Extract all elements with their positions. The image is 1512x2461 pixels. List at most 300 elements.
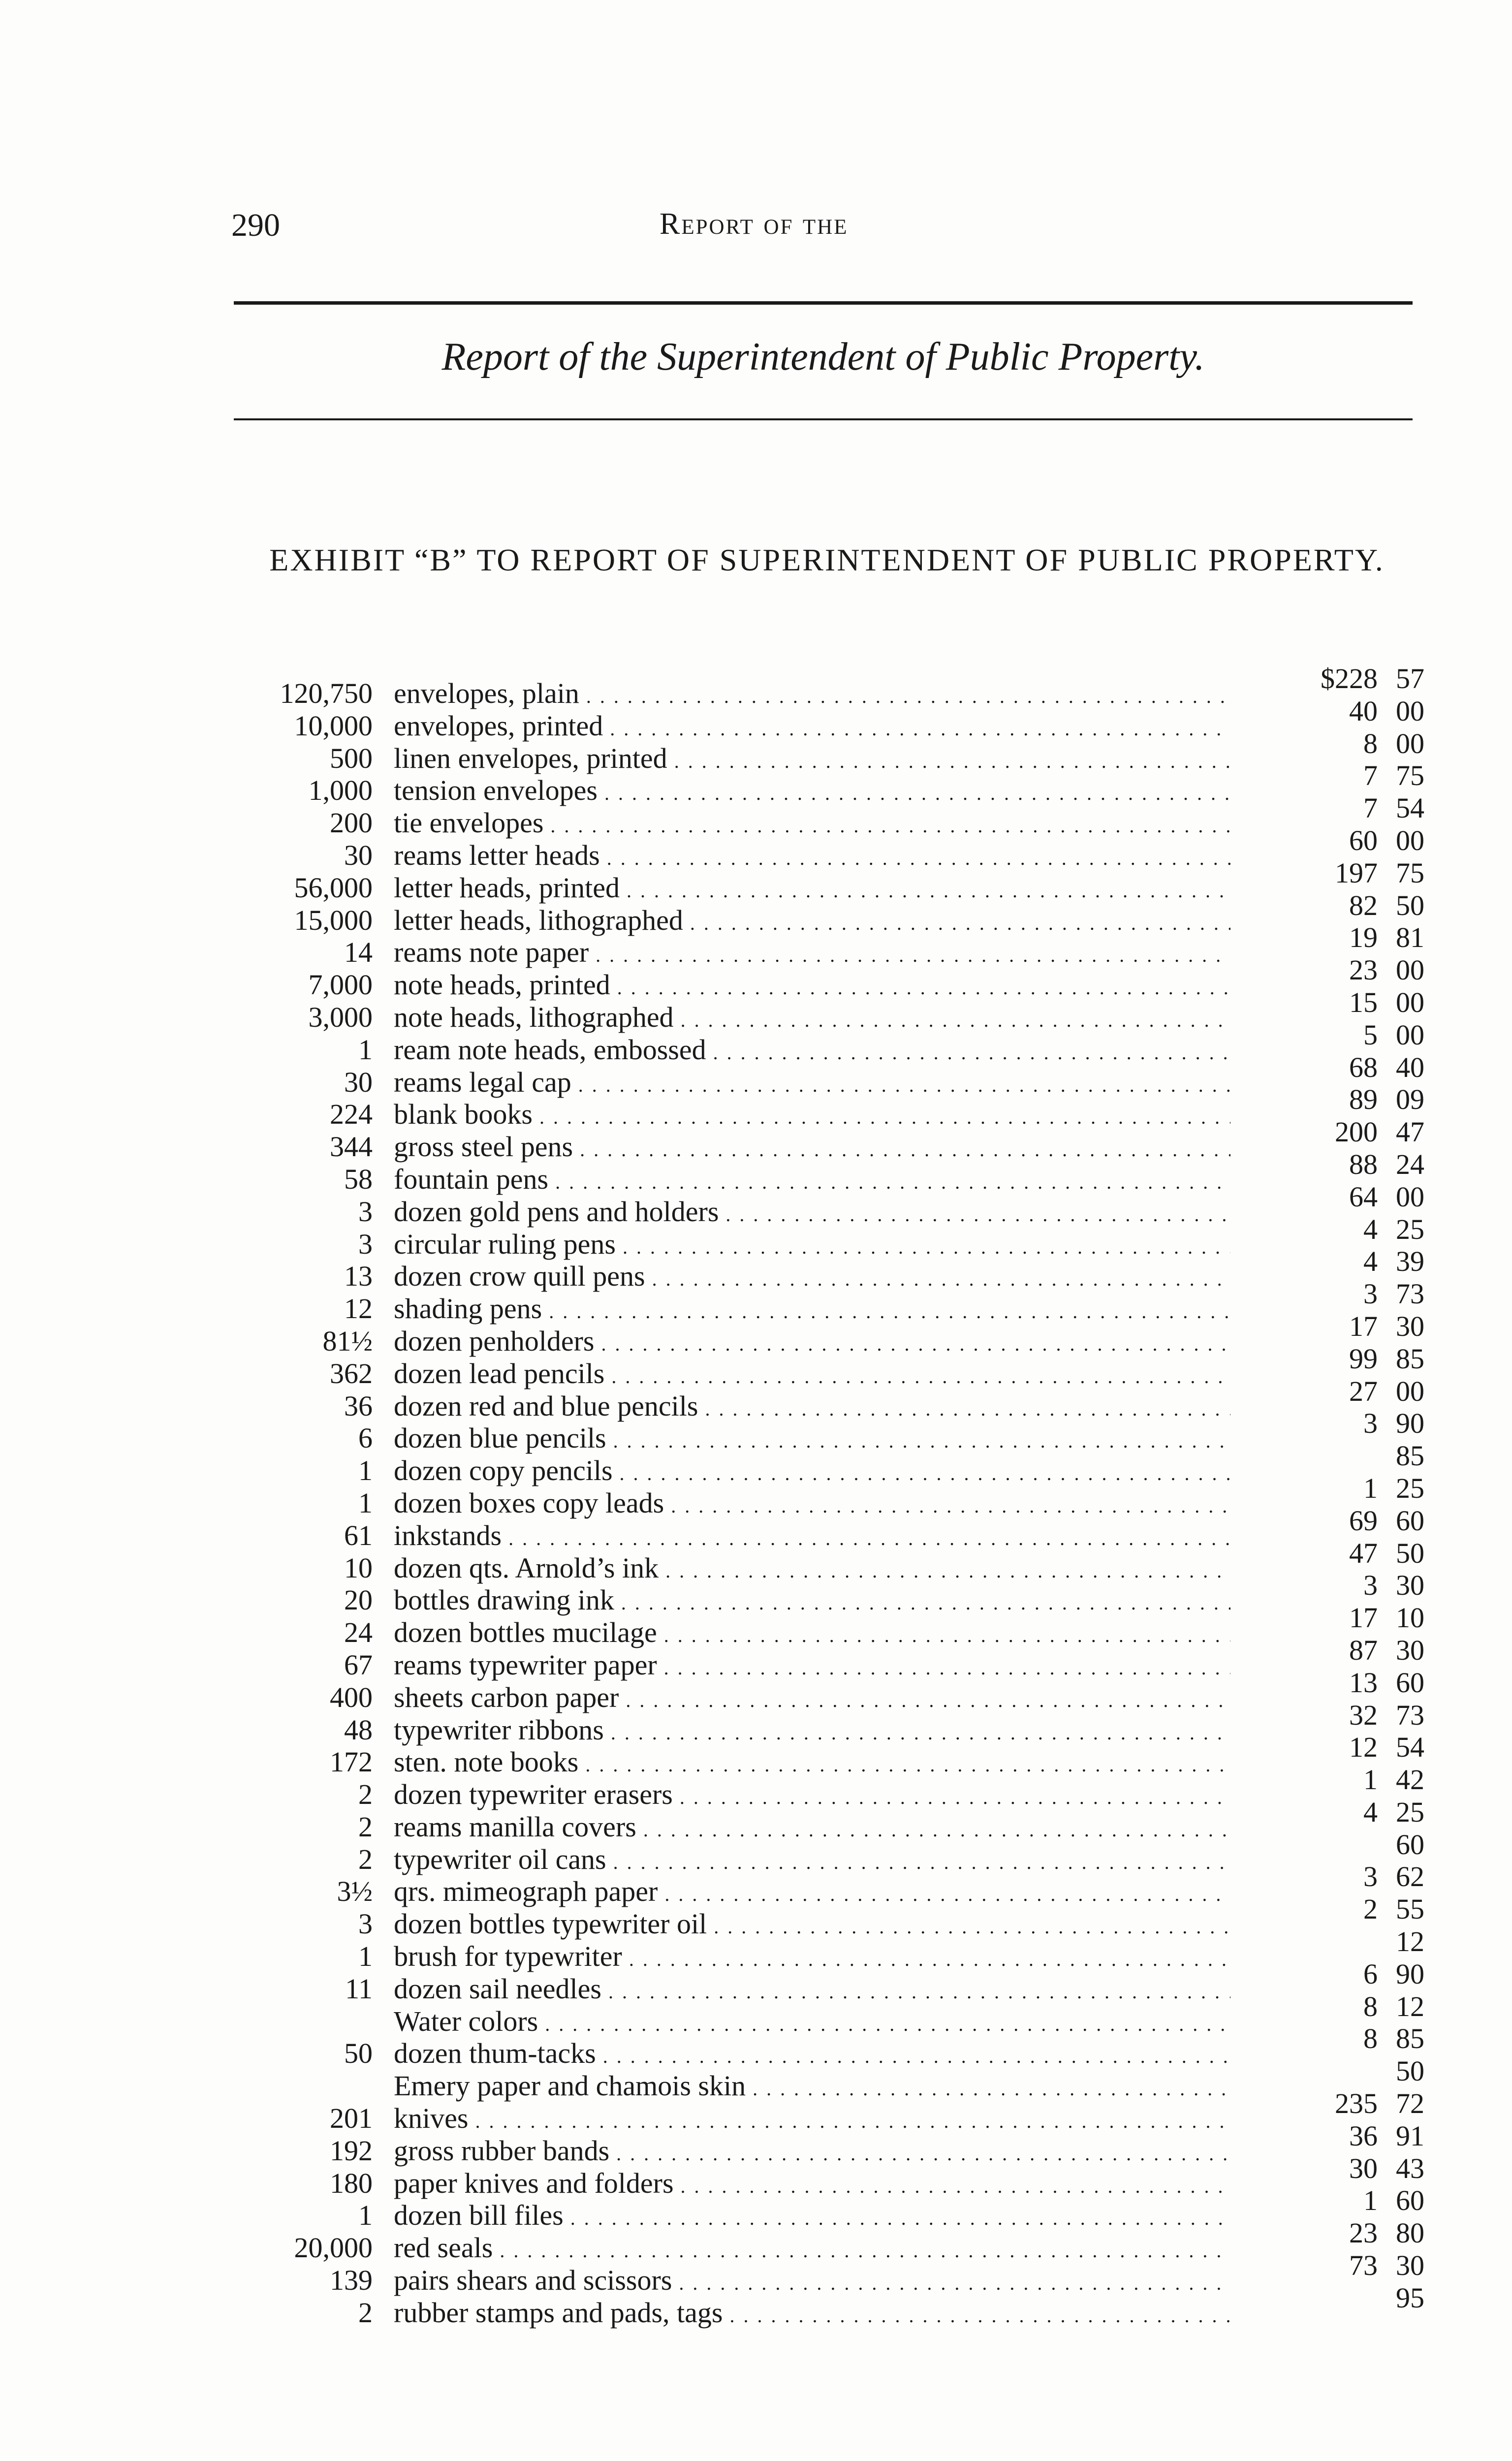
item-amount-cents: 90 [1396,1957,1424,1990]
item-amount-cents: 25 [1396,1796,1424,1828]
item-quantity: 81½ [322,1325,373,1357]
table-row [0,1148,1512,1196]
item-description: dozen sail needles . . . [394,1973,1230,2008]
item-amount-dollars: 88 [1349,1148,1378,1180]
table-row [0,2217,1512,2264]
item-amount-dollars: 6 [1363,1957,1378,1990]
item-description: gross steel pens . . . [394,1131,1230,1166]
item-amount-dollars: 68 [1349,1051,1378,1083]
item-amount-dollars: 17 [1349,1310,1378,1342]
item-amount [1363,1213,1424,1246]
exhibit-title: EXHIBIT “B” TO REPORT OF SUPERINTENDENT OF PUBLIC PROPERTY. [269,542,1385,577]
item-amount-dollars: 8 [1363,2022,1378,2055]
item-amount-cents: 00 [1396,694,1424,727]
item-amount [1363,1019,1424,1051]
item-quantity: 67 [344,1648,373,1681]
item-amount [1363,2184,1424,2217]
table-row [0,2184,1512,2232]
table-row [0,1731,1512,1778]
item-quantity: 139 [330,2264,373,2297]
item-amount [1349,889,1424,922]
item-quantity: 48 [344,1713,373,1746]
item-amount-dollars: 17 [1349,1602,1378,1634]
item-amount-dollars: 7 [1363,792,1378,824]
item-description: dozen qts. Arnold’s ink . . . [394,1552,1230,1587]
item-amount-dollars: 89 [1349,1083,1378,1116]
table-row [0,1083,1512,1131]
item-amount-dollars: 4 [1363,1213,1378,1245]
item-quantity: 3 [358,1195,373,1228]
item-amount-dollars: 13 [1349,1666,1378,1699]
table-row [0,2022,1512,2070]
item-amount-dollars: 3 [1363,1861,1378,1893]
item-quantity: 10,000 [294,709,373,742]
item-amount-dollars: 235 [1335,2087,1378,2120]
item-description: dozen bottles mucilage . . . [394,1616,1230,1652]
item-amount [1378,2055,1424,2087]
table-row [0,2055,1512,2102]
table-row [0,1278,1512,1325]
item-amount [1363,792,1424,824]
table-row [0,1213,1512,1261]
item-amount-cents: 73 [1396,1699,1424,1731]
item-amount-cents: 50 [1396,1537,1424,1569]
item-amount [1349,824,1424,857]
item-amount [1349,1505,1424,1537]
table-row [0,1116,1512,1163]
table-row [0,1699,1512,1746]
item-description: note heads, lithographed . . . [394,1001,1230,1037]
item-amount-dollars: 23 [1349,954,1378,986]
item-quantity: 11 [345,1972,373,2005]
item-amount-dollars: 19 [1349,921,1378,954]
table-row [0,1375,1512,1422]
table-row [0,1018,1512,1066]
page-number: 290 [231,207,280,243]
item-amount-cents: 75 [1396,759,1424,792]
table-row [0,1440,1512,1487]
table-row [0,986,1512,1034]
item-quantity: 2 [358,2296,373,2329]
items-table [0,663,1512,2329]
item-quantity: 61 [344,1519,373,1551]
item-amount-cents: 30 [1396,1310,1424,1342]
item-description: sheets carbon paper . . . [394,1681,1230,1717]
item-amount-cents: 12 [1396,1990,1424,2022]
table-row [0,1990,1512,2038]
item-description: brush for typewriter . . . [394,1940,1230,1976]
item-description: knives . . . [394,2102,1230,2138]
item-description: reams letter heads . . . [394,839,1230,875]
item-amount [1349,1181,1424,1213]
item-description: circular ruling pens . . . [394,1228,1230,1263]
item-amount-dollars: 8 [1363,1990,1378,2022]
item-amount-dollars: 87 [1349,1634,1378,1666]
item-amount-dollars: 4 [1363,1245,1378,1278]
item-amount-dollars: 82 [1349,889,1378,921]
item-amount-cents: 54 [1396,1731,1424,1764]
item-quantity: 24 [344,1616,373,1649]
item-description: typewriter ribbons . . . [394,1714,1230,1749]
item-quantity: 20 [344,1584,373,1616]
item-amount-cents: 60 [1396,2184,1424,2217]
item-amount [1363,1472,1424,1505]
item-amount [1349,1083,1424,1116]
item-description: dozen bottles typewriter oil . . . [394,1908,1230,1943]
table-row [0,1828,1512,1876]
item-amount [1378,2282,1424,2314]
item-amount [1349,1634,1424,1667]
item-quantity: 3 [358,1908,373,1940]
item-quantity: 201 [330,2102,373,2135]
item-description: gross rubber bands . . . [394,2135,1230,2170]
item-quantity: 15,000 [294,904,373,936]
item-quantity: 344 [330,1131,373,1163]
item-amount [1349,1731,1424,1764]
item-quantity: 50 [344,2037,373,2070]
item-description: reams manilla covers . . . [394,1811,1230,1846]
item-quantity: 58 [344,1163,373,1195]
item-quantity: 362 [330,1357,373,1389]
item-amount-dollars: 3 [1363,1407,1378,1440]
item-amount-cents: 90 [1396,1407,1424,1440]
item-amount [1378,1829,1424,1861]
table-row [0,2152,1512,2200]
item-amount-cents: 85 [1396,2022,1424,2055]
item-description: inkstands . . . [394,1519,1230,1555]
item-quantity: 3½ [337,1875,373,1908]
item-amount [1363,1861,1424,1893]
item-description: envelopes, printed . . . [394,710,1230,745]
item-quantity: 30 [344,1066,373,1098]
item-description: dozen boxes copy leads . . . [394,1487,1230,1522]
item-description: dozen copy pencils . . . [394,1454,1230,1490]
item-amount-cents: 25 [1396,1213,1424,1245]
item-amount [1363,1764,1424,1796]
item-amount-cents: 72 [1396,2087,1424,2120]
item-amount-cents: 39 [1396,1245,1424,1278]
item-amount-dollars: 4 [1363,1796,1378,1828]
item-amount-cents: 50 [1396,2055,1424,2087]
item-amount-cents: 00 [1396,727,1424,759]
item-description: dozen gold pens and holders . . . [394,1196,1230,1231]
item-description: red seals . . . [394,2232,1230,2267]
item-description: sten. note books . . . [394,1746,1230,1781]
item-amount [1349,1602,1424,1634]
item-amount-cents: 24 [1396,1148,1424,1180]
item-quantity: 180 [330,2167,373,2199]
item-amount [1349,1343,1424,1375]
item-quantity: 1,000 [308,774,373,807]
table-row [0,1666,1512,1714]
table-row [0,1569,1512,1616]
item-amount [1321,663,1424,695]
item-quantity: 10 [344,1551,373,1584]
item-description: envelopes, plain . . . [394,677,1230,713]
item-amount [1378,1925,1424,1958]
table-row [0,1245,1512,1293]
item-amount-dollars: 15 [1349,986,1378,1018]
table-row [0,663,1512,710]
item-amount [1349,1537,1424,1570]
item-amount-cents: 09 [1396,1083,1424,1116]
item-description: dozen bill files . . . [394,2199,1230,2235]
item-description: shading pens . . . [394,1293,1230,1328]
item-quantity: 6 [358,1422,373,1454]
item-amount-cents: 00 [1396,986,1424,1018]
table-row [0,1634,1512,1681]
item-amount-dollars: 200 [1335,1116,1378,1148]
item-amount-dollars: 64 [1349,1180,1378,1213]
item-description: bottles drawing ink . . . [394,1584,1230,1619]
table-row [0,1602,1512,1649]
table-row [0,1180,1512,1228]
item-quantity: 400 [330,1681,373,1713]
item-amount [1349,695,1424,727]
table-row [0,2249,1512,2297]
table-row [0,694,1512,742]
item-description: letter heads, printed . . . [394,872,1230,907]
item-amount-cents: 00 [1396,954,1424,986]
item-description: tension envelopes . . . [394,774,1230,810]
item-quantity: 2 [358,1843,373,1875]
item-description: ream note heads, embossed . . . [394,1034,1230,1069]
item-description: note heads, printed . . . [394,969,1230,1004]
table-row [0,792,1512,839]
item-amount-cents: 60 [1396,1666,1424,1699]
bottom-rule [234,418,1413,420]
item-amount-dollars: 73 [1349,2249,1378,2282]
item-amount [1349,986,1424,1019]
item-quantity: 56,000 [294,871,373,904]
item-amount-cents: 30 [1396,2249,1424,2282]
item-amount [1335,1116,1424,1148]
item-amount [1335,857,1424,889]
item-amount [1363,1990,1424,2023]
item-amount-dollars: 1 [1363,1764,1378,1796]
item-amount-dollars: 99 [1349,1342,1378,1375]
item-amount [1349,954,1424,986]
item-amount-cents: 60 [1396,1504,1424,1537]
item-amount-dollars: 60 [1349,824,1378,856]
item-amount [1363,759,1424,792]
item-amount [1363,1245,1424,1278]
item-description: dozen typewriter erasers . . . [394,1778,1230,1814]
item-quantity: 192 [330,2134,373,2167]
item-description: tie envelopes . . . [394,807,1230,842]
item-amount-dollars: 2 [1363,1893,1378,1925]
item-amount-dollars: 3 [1363,1278,1378,1310]
item-description: letter heads, lithographed . . . [394,904,1230,940]
item-amount [1363,1278,1424,1310]
item-amount-cents: 00 [1396,1180,1424,1213]
item-amount-dollars: $228 [1321,663,1378,694]
item-amount-cents: 12 [1396,1925,1424,1958]
table-row [0,921,1512,969]
item-amount-cents: 54 [1396,792,1424,824]
item-amount-cents: 00 [1396,1375,1424,1407]
item-amount-dollars: 69 [1349,1504,1378,1537]
table-row [0,856,1512,904]
item-amount [1349,2249,1424,2282]
item-amount-cents: 47 [1396,1116,1424,1148]
item-quantity: 3 [358,1228,373,1260]
item-quantity: 14 [344,936,373,969]
item-amount [1363,727,1424,760]
item-description: linen envelopes, printed . . . [394,742,1230,778]
item-quantity: 12 [344,1293,373,1325]
item-description: qrs. mimeograph paper . . . [394,1875,1230,1911]
item-amount-cents: 62 [1396,1861,1424,1893]
item-quantity: 3,000 [308,1001,373,1033]
table-row [0,1310,1512,1357]
item-quantity: 224 [330,1098,373,1131]
item-amount-cents: 85 [1396,1440,1424,1472]
item-amount [1363,1569,1424,1602]
item-quantity: 2 [358,1810,373,1843]
item-amount-dollars: 1 [1363,2184,1378,2217]
table-row [0,1893,1512,1940]
item-quantity: 30 [344,839,373,871]
top-rule [234,301,1413,305]
table-row [0,1957,1512,2005]
item-amount-dollars: 32 [1349,1699,1378,1731]
item-amount-dollars: 27 [1349,1375,1378,1407]
table-row [0,1764,1512,1811]
table-row [0,1051,1512,1099]
item-amount [1349,1375,1424,1408]
item-amount [1363,1958,1424,1990]
item-amount [1349,1051,1424,1084]
item-amount-cents: 42 [1396,1764,1424,1796]
item-amount-dollars: 12 [1349,1731,1378,1764]
table-row [0,1504,1512,1552]
table-row [0,1342,1512,1390]
item-amount [1363,2022,1424,2055]
item-quantity: 2 [358,1778,373,1811]
item-quantity: 1 [358,1033,373,1066]
item-description: blank books . . . [394,1098,1230,1134]
item-amount-cents: 57 [1396,663,1424,694]
item-quantity: 1 [358,1486,373,1519]
item-quantity: 500 [330,742,373,774]
item-amount [1335,2087,1424,2120]
item-amount-dollars: 47 [1349,1537,1378,1569]
item-description: reams note paper . . . [394,936,1230,972]
item-description: dozen red and blue pencils . . . [394,1390,1230,1425]
table-row [0,1861,1512,1908]
item-amount-cents: 85 [1396,1342,1424,1375]
item-quantity: 172 [330,1746,373,1778]
item-amount-cents: 40 [1396,1051,1424,1083]
running-head: Report of the [660,207,849,241]
item-amount [1349,1310,1424,1343]
table-row [0,2087,1512,2135]
item-quantity: 120,750 [280,677,373,709]
item-amount-dollars: 40 [1349,694,1378,727]
item-amount-dollars: 3 [1363,1569,1378,1602]
item-amount [1349,2152,1424,2185]
item-amount-dollars: 36 [1349,2119,1378,2152]
table-row [0,1796,1512,1843]
item-amount [1349,921,1424,954]
item-amount-dollars: 30 [1349,2152,1378,2184]
item-amount-cents: 55 [1396,1893,1424,1925]
item-amount-cents: 10 [1396,1602,1424,1634]
item-amount-dollars: 1 [1363,1472,1378,1504]
table-row [0,1472,1512,1519]
item-description: rubber stamps and pads, tags . . . [394,2297,1230,2332]
page-subtitle: Report of the Superintendent of Public Property. [441,335,1205,379]
item-amount [1349,1148,1424,1181]
item-amount-cents: 43 [1396,2152,1424,2184]
item-description: dozen crow quill pens . . . [394,1260,1230,1295]
item-quantity: 1 [358,1940,373,1973]
item-description: reams legal cap . . . [394,1066,1230,1102]
table-row [0,2281,1512,2329]
item-amount [1349,2217,1424,2249]
item-amount-dollars: 8 [1363,727,1378,759]
item-amount [1363,1796,1424,1829]
item-amount-cents: 00 [1396,1018,1424,1051]
item-amount [1363,1893,1424,1925]
table-row [0,759,1512,807]
item-quantity: 36 [344,1389,373,1422]
item-amount-cents: 73 [1396,1278,1424,1310]
item-amount-cents: 25 [1396,1472,1424,1504]
item-amount-cents: 30 [1396,1569,1424,1602]
item-description: reams typewriter paper . . . [394,1649,1230,1684]
table-row [0,824,1512,872]
item-description: paper knives and folders . . . [394,2167,1230,2203]
table-row [0,2119,1512,2167]
item-description: pairs shears and scissors . . . [394,2264,1230,2300]
table-row [0,1925,1512,1973]
item-quantity: 13 [344,1260,373,1293]
item-description: dozen penholders . . . [394,1325,1230,1360]
item-amount [1349,2120,1424,2152]
item-amount-cents: 91 [1396,2119,1424,2152]
item-amount-dollars: 197 [1335,856,1378,889]
table-row [0,889,1512,937]
item-amount-dollars: 5 [1363,1018,1378,1051]
item-amount-cents: 50 [1396,889,1424,921]
item-amount [1378,1440,1424,1472]
item-quantity: 1 [358,1454,373,1487]
item-quantity: 200 [330,807,373,839]
table-row [0,1407,1512,1454]
item-amount [1363,1407,1424,1440]
item-amount-cents: 80 [1396,2217,1424,2249]
item-quantity: 20,000 [294,2232,373,2264]
table-row [0,954,1512,1001]
item-description: typewriter oil cans . . . [394,1843,1230,1879]
item-amount-cents: 95 [1396,2281,1424,2314]
table-row [0,727,1512,775]
item-amount-dollars: 23 [1349,2217,1378,2249]
item-description: Water colors . . . [394,2005,1230,2041]
item-description: dozen thum-tacks . . . [394,2037,1230,2073]
item-amount [1349,1667,1424,1699]
table-row [0,1537,1512,1584]
item-amount-cents: 60 [1396,1828,1424,1861]
item-description: dozen lead pencils . . . [394,1357,1230,1393]
item-amount-cents: 81 [1396,921,1424,954]
item-amount-cents: 75 [1396,856,1424,889]
item-description: dozen blue pencils . . . [394,1422,1230,1457]
item-amount-cents: 00 [1396,824,1424,856]
item-description: Emery paper and chamois skin . . . [394,2070,1230,2105]
